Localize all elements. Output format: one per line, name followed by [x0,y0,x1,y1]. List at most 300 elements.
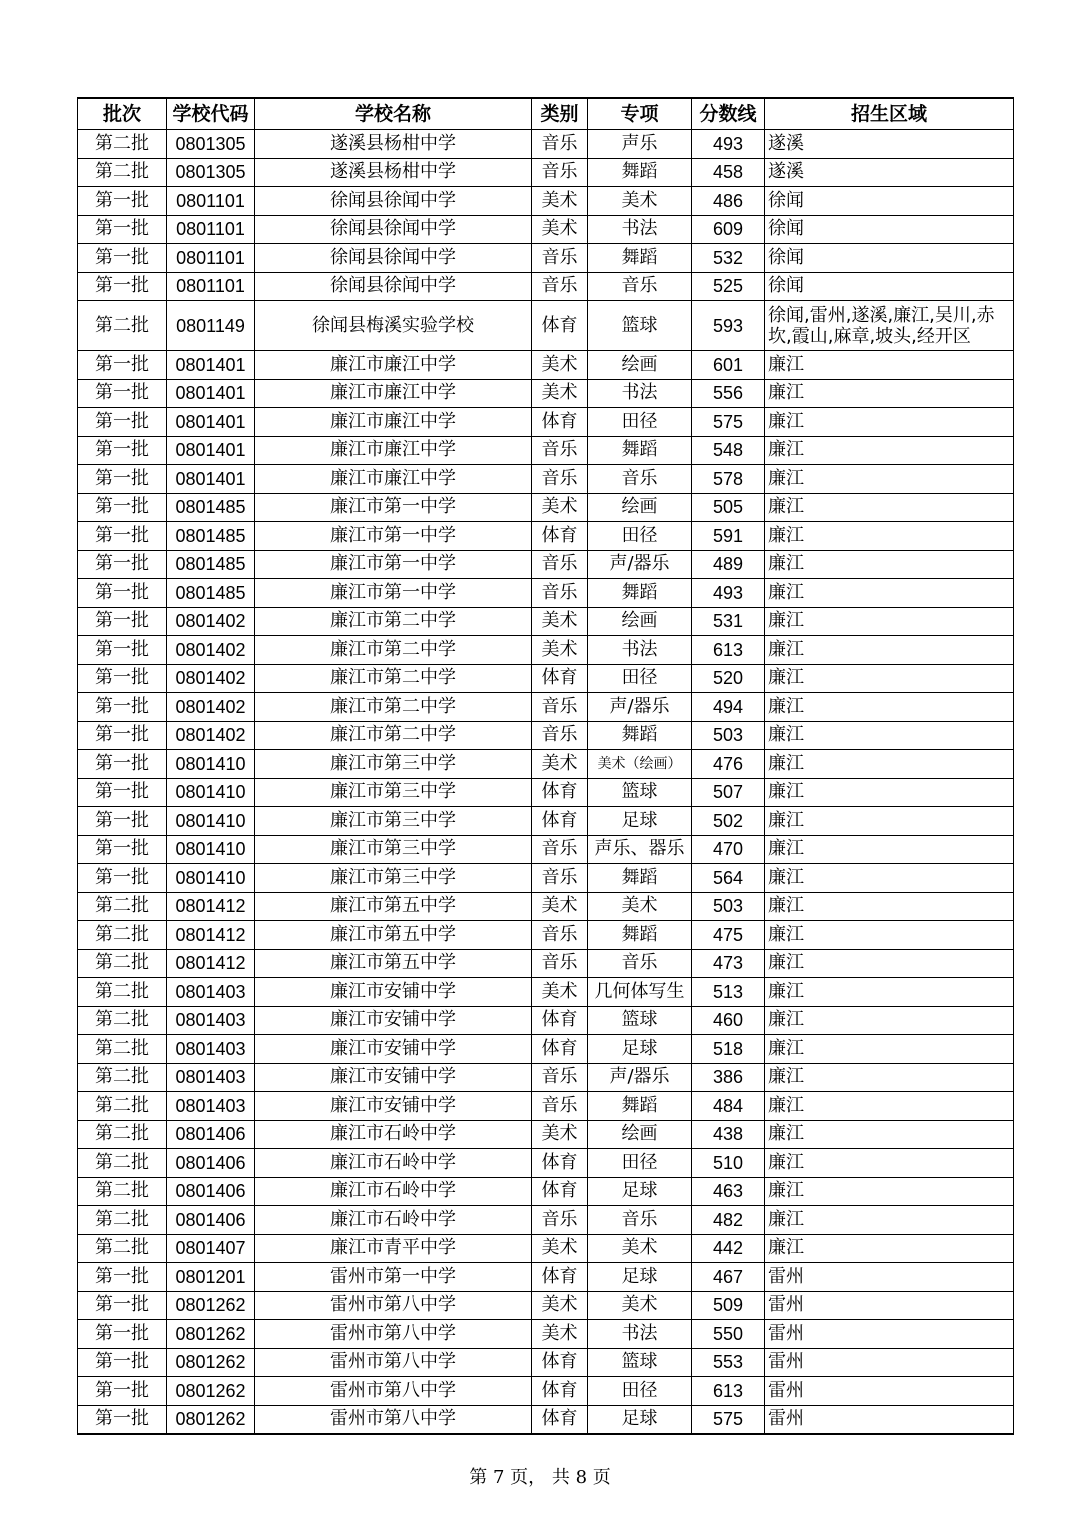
specialty-cell: 绘画 [588,607,692,636]
table-row [78,465,1014,494]
specialty-cell: 田径 [588,522,692,551]
school-name-cell: 廉江市第三中学 [255,835,532,864]
school-code-cell: 0801406 [167,1120,255,1149]
batch-cell: 第一批 [78,636,167,665]
school-name-cell: 雷州市第一中学 [255,1263,532,1292]
table-row [78,1177,1014,1206]
category-cell: 体育 [532,1263,588,1292]
region-cell: 廉江 [765,522,1014,551]
table-row [78,130,1014,159]
batch-cell: 第二批 [78,1035,167,1064]
school-name-cell: 徐闻县徐闻中学 [255,215,532,244]
batch-cell: 第一批 [78,664,167,693]
region-cell: 廉江 [765,721,1014,750]
score-cell: 503 [692,892,765,921]
category-cell: 音乐 [532,864,588,893]
school-name-cell: 徐闻县梅溪实验学校 [255,301,532,351]
batch-cell: 第二批 [78,921,167,950]
batch-cell: 第一批 [78,778,167,807]
school-code-cell: 0801406 [167,1177,255,1206]
region-cell: 廉江 [765,892,1014,921]
region-cell: 雷州 [765,1291,1014,1320]
region-cell: 廉江 [765,864,1014,893]
region-cell: 徐闻 [765,187,1014,216]
school-name-cell: 廉江市第一中学 [255,550,532,579]
category-cell: 音乐 [532,550,588,579]
score-cell: 564 [692,864,765,893]
region-cell: 廉江 [765,750,1014,779]
category-cell: 体育 [532,408,588,437]
specialty-cell: 舞蹈 [588,921,692,950]
school-code-cell: 0801201 [167,1263,255,1292]
region-cell: 廉江 [765,978,1014,1007]
region-cell: 廉江 [765,408,1014,437]
region-cell: 廉江 [765,351,1014,380]
table-row [78,550,1014,579]
school-name-cell: 雷州市第八中学 [255,1291,532,1320]
score-cell: 550 [692,1320,765,1349]
school-name-cell: 廉江市安铺中学 [255,1063,532,1092]
school-name-cell: 廉江市第五中学 [255,892,532,921]
score-cell: 470 [692,835,765,864]
score-cell: 503 [692,721,765,750]
batch-cell: 第二批 [78,978,167,1007]
school-code-cell: 0801402 [167,721,255,750]
school-code-cell: 0801410 [167,835,255,864]
category-cell: 体育 [532,1405,588,1434]
school-code-cell: 0801403 [167,1035,255,1064]
score-cell: 591 [692,522,765,551]
category-cell: 美术 [532,187,588,216]
batch-cell: 第二批 [78,130,167,159]
batch-cell: 第一批 [78,215,167,244]
region-cell: 廉江 [765,550,1014,579]
table-row [78,187,1014,216]
table-row [78,864,1014,893]
category-cell: 体育 [532,1035,588,1064]
batch-cell: 第一批 [78,408,167,437]
school-name-cell: 廉江市第一中学 [255,579,532,608]
region-cell: 廉江 [765,1206,1014,1235]
table-row [78,636,1014,665]
batch-cell: 第一批 [78,493,167,522]
score-cell: 609 [692,215,765,244]
school-code-cell: 0801262 [167,1405,255,1434]
region-cell: 廉江 [765,921,1014,950]
specialty-cell: 书法 [588,379,692,408]
batch-cell: 第一批 [78,607,167,636]
school-code-cell: 0801401 [167,436,255,465]
batch-cell: 第一批 [78,351,167,380]
region-cell: 廉江 [765,807,1014,836]
batch-cell: 第二批 [78,301,167,351]
category-cell: 美术 [532,493,588,522]
specialty-cell: 田径 [588,1149,692,1178]
score-cell: 460 [692,1006,765,1035]
specialty-cell: 美术 [588,1234,692,1263]
score-cell: 505 [692,493,765,522]
region-cell: 廉江 [765,1177,1014,1206]
specialty-cell: 绘画 [588,493,692,522]
category-cell: 音乐 [532,436,588,465]
table-row [78,1263,1014,1292]
school-name-cell: 廉江市安铺中学 [255,978,532,1007]
school-name-cell: 廉江市石岭中学 [255,1177,532,1206]
batch-cell: 第一批 [78,550,167,579]
category-cell: 体育 [532,778,588,807]
table-row [78,978,1014,1007]
table-row [78,158,1014,187]
table-row [78,1063,1014,1092]
specialty-cell: 绘画 [588,1120,692,1149]
category-cell: 美术 [532,607,588,636]
school-name-cell: 徐闻县徐闻中学 [255,244,532,273]
category-cell: 音乐 [532,465,588,494]
school-name-cell: 雷州市第八中学 [255,1320,532,1349]
school-name-cell: 廉江市安铺中学 [255,1092,532,1121]
school-name-cell: 廉江市第三中学 [255,750,532,779]
batch-cell: 第一批 [78,522,167,551]
school-code-cell: 0801403 [167,978,255,1007]
school-code-cell: 0801403 [167,1063,255,1092]
score-cell: 484 [692,1092,765,1121]
region-cell: 廉江 [765,1234,1014,1263]
specialty-cell: 书法 [588,215,692,244]
school-name-cell: 廉江市廉江中学 [255,351,532,380]
table-row [78,1120,1014,1149]
school-code-cell: 0801410 [167,750,255,779]
batch-cell: 第一批 [78,272,167,301]
score-cell: 518 [692,1035,765,1064]
region-cell: 徐闻,雷州,遂溪,廉江,吴川,赤坎,霞山,麻章,坡头,经开区 [765,301,1014,351]
specialty-cell: 书法 [588,1320,692,1349]
batch-cell: 第一批 [78,807,167,836]
school-name-cell: 廉江市青平中学 [255,1234,532,1263]
table-row [78,244,1014,273]
score-cell: 476 [692,750,765,779]
specialty-cell: 声乐 [588,130,692,159]
category-cell: 美术 [532,892,588,921]
table-row [78,1320,1014,1349]
region-cell: 雷州 [765,1405,1014,1434]
school-code-cell: 0801149 [167,301,255,351]
specialty-cell: 音乐 [588,465,692,494]
school-code-cell: 0801402 [167,607,255,636]
school-code-cell: 0801401 [167,408,255,437]
table-row [78,949,1014,978]
batch-cell: 第二批 [78,949,167,978]
school-code-cell: 0801410 [167,807,255,836]
header-school-name: 学校名称 [255,98,532,130]
header-score-line: 分数线 [692,98,765,130]
table-row [78,1092,1014,1121]
region-cell: 廉江 [765,636,1014,665]
score-cell: 575 [692,1405,765,1434]
school-code-cell: 0801410 [167,864,255,893]
school-code-cell: 0801101 [167,272,255,301]
score-cell: 532 [692,244,765,273]
table-row [78,1405,1014,1434]
school-code-cell: 0801412 [167,921,255,950]
region-cell: 廉江 [765,379,1014,408]
specialty-cell: 声乐、器乐 [588,835,692,864]
category-cell: 美术 [532,379,588,408]
school-name-cell: 廉江市第二中学 [255,607,532,636]
batch-cell: 第一批 [78,379,167,408]
batch-cell: 第一批 [78,721,167,750]
score-cell: 438 [692,1120,765,1149]
category-cell: 体育 [532,1149,588,1178]
specialty-cell: 音乐 [588,949,692,978]
table-row [78,272,1014,301]
batch-cell: 第二批 [78,1234,167,1263]
school-name-cell: 雷州市第八中学 [255,1405,532,1434]
header-specialty: 专项 [588,98,692,130]
category-cell: 美术 [532,750,588,779]
batch-cell: 第一批 [78,436,167,465]
school-name-cell: 遂溪县杨柑中学 [255,130,532,159]
category-cell: 体育 [532,664,588,693]
region-cell: 廉江 [765,835,1014,864]
table-row [78,921,1014,950]
batch-cell: 第一批 [78,465,167,494]
batch-cell: 第二批 [78,1063,167,1092]
page-footer: 第 7 页， 共 8 页 [469,1467,611,1488]
table-row [78,436,1014,465]
category-cell: 音乐 [532,1092,588,1121]
school-code-cell: 0801262 [167,1348,255,1377]
category-cell: 音乐 [532,1063,588,1092]
region-cell: 廉江 [765,949,1014,978]
header-batch: 批次 [78,98,167,130]
region-cell: 廉江 [765,1149,1014,1178]
header-enrollment-region: 招生区域 [765,98,1014,130]
header-school-code: 学校代码 [167,98,255,130]
table-row [78,778,1014,807]
specialty-cell: 几何体写生 [588,978,692,1007]
score-cell: 513 [692,978,765,1007]
batch-cell: 第一批 [78,1320,167,1349]
school-code-cell: 0801101 [167,244,255,273]
region-cell: 徐闻 [765,272,1014,301]
school-name-cell: 廉江市第二中学 [255,664,532,693]
school-name-cell: 廉江市安铺中学 [255,1035,532,1064]
school-code-cell: 0801485 [167,522,255,551]
table-row [78,721,1014,750]
region-cell: 廉江 [765,1035,1014,1064]
school-code-cell: 0801406 [167,1206,255,1235]
school-name-cell: 廉江市第二中学 [255,636,532,665]
batch-cell: 第一批 [78,1263,167,1292]
table-row [78,892,1014,921]
score-cell: 613 [692,1377,765,1406]
specialty-cell: 田径 [588,1377,692,1406]
region-cell: 廉江 [765,465,1014,494]
school-code-cell: 0801101 [167,187,255,216]
school-code-cell: 0801262 [167,1377,255,1406]
specialty-cell: 美术（绘画） [588,750,692,779]
batch-cell: 第一批 [78,244,167,273]
school-name-cell: 遂溪县杨柑中学 [255,158,532,187]
region-cell: 廉江 [765,1092,1014,1121]
batch-cell: 第一批 [78,1377,167,1406]
specialty-cell: 舞蹈 [588,436,692,465]
school-code-cell: 0801401 [167,351,255,380]
batch-cell: 第二批 [78,1206,167,1235]
region-cell: 雷州 [765,1320,1014,1349]
school-code-cell: 0801407 [167,1234,255,1263]
school-name-cell: 徐闻县徐闻中学 [255,272,532,301]
score-cell: 520 [692,664,765,693]
category-cell: 美术 [532,1120,588,1149]
school-code-cell: 0801485 [167,579,255,608]
region-cell: 廉江 [765,778,1014,807]
category-cell: 体育 [532,1177,588,1206]
score-cell: 575 [692,408,765,437]
specialty-cell: 舞蹈 [588,1092,692,1121]
school-code-cell: 0801485 [167,493,255,522]
score-cell: 510 [692,1149,765,1178]
score-cell: 463 [692,1177,765,1206]
category-cell: 体育 [532,301,588,351]
school-code-cell: 0801305 [167,158,255,187]
school-name-cell: 廉江市第五中学 [255,949,532,978]
specialty-cell: 舞蹈 [588,158,692,187]
school-code-cell: 0801403 [167,1092,255,1121]
category-cell: 音乐 [532,272,588,301]
school-name-cell: 廉江市第五中学 [255,921,532,950]
specialty-cell: 声/器乐 [588,693,692,722]
category-cell: 音乐 [532,579,588,608]
specialty-cell: 足球 [588,1405,692,1434]
score-cell: 548 [692,436,765,465]
table-row [78,1234,1014,1263]
region-cell: 遂溪 [765,158,1014,187]
score-cell: 556 [692,379,765,408]
score-cell: 553 [692,1348,765,1377]
score-cell: 509 [692,1291,765,1320]
specialty-cell: 足球 [588,1177,692,1206]
school-name-cell: 廉江市石岭中学 [255,1120,532,1149]
region-cell: 遂溪 [765,130,1014,159]
batch-cell: 第一批 [78,1291,167,1320]
school-code-cell: 0801402 [167,664,255,693]
specialty-cell: 美术 [588,187,692,216]
category-cell: 美术 [532,978,588,1007]
table-row [78,1149,1014,1178]
school-name-cell: 廉江市第三中学 [255,807,532,836]
school-code-cell: 0801262 [167,1320,255,1349]
region-cell: 廉江 [765,607,1014,636]
school-name-cell: 廉江市石岭中学 [255,1206,532,1235]
category-cell: 美术 [532,1234,588,1263]
specialty-cell: 美术 [588,1291,692,1320]
region-cell: 廉江 [765,664,1014,693]
school-name-cell: 廉江市第二中学 [255,693,532,722]
batch-cell: 第一批 [78,187,167,216]
score-cell: 489 [692,550,765,579]
region-cell: 廉江 [765,693,1014,722]
batch-cell: 第二批 [78,1177,167,1206]
batch-cell: 第一批 [78,693,167,722]
batch-cell: 第一批 [78,750,167,779]
admission-score-table [77,97,1014,1435]
category-cell: 美术 [532,351,588,380]
table-row [78,408,1014,437]
batch-cell: 第二批 [78,1006,167,1035]
school-code-cell: 0801410 [167,778,255,807]
region-cell: 廉江 [765,1063,1014,1092]
specialty-cell: 篮球 [588,1006,692,1035]
school-name-cell: 廉江市第一中学 [255,493,532,522]
category-cell: 体育 [532,522,588,551]
score-cell: 458 [692,158,765,187]
table-row [78,807,1014,836]
table-row [78,379,1014,408]
region-cell: 廉江 [765,493,1014,522]
category-cell: 音乐 [532,721,588,750]
specialty-cell: 田径 [588,408,692,437]
score-cell: 578 [692,465,765,494]
specialty-cell: 舞蹈 [588,244,692,273]
category-cell: 美术 [532,636,588,665]
batch-cell: 第二批 [78,1120,167,1149]
category-cell: 音乐 [532,835,588,864]
table-row [78,493,1014,522]
specialty-cell: 音乐 [588,272,692,301]
category-cell: 体育 [532,1348,588,1377]
school-code-cell: 0801401 [167,465,255,494]
table-row [78,664,1014,693]
table-row [78,1206,1014,1235]
score-cell: 613 [692,636,765,665]
school-name-cell: 廉江市第三中学 [255,864,532,893]
school-name-cell: 廉江市廉江中学 [255,465,532,494]
category-cell: 音乐 [532,1206,588,1235]
school-code-cell: 0801262 [167,1291,255,1320]
batch-cell: 第二批 [78,158,167,187]
school-name-cell: 廉江市安铺中学 [255,1006,532,1035]
specialty-cell: 音乐 [588,1206,692,1235]
school-name-cell: 雷州市第八中学 [255,1377,532,1406]
table-row [78,750,1014,779]
region-cell: 廉江 [765,1120,1014,1149]
region-cell: 徐闻 [765,215,1014,244]
specialty-cell: 篮球 [588,1348,692,1377]
score-cell: 442 [692,1234,765,1263]
school-code-cell: 0801402 [167,636,255,665]
specialty-cell: 美术 [588,892,692,921]
school-name-cell: 雷州市第八中学 [255,1348,532,1377]
score-cell: 593 [692,301,765,351]
score-cell: 502 [692,807,765,836]
specialty-cell: 舞蹈 [588,864,692,893]
region-cell: 廉江 [765,579,1014,608]
table-row [78,1377,1014,1406]
category-cell: 美术 [532,215,588,244]
specialty-cell: 声/器乐 [588,1063,692,1092]
category-cell: 音乐 [532,130,588,159]
table-row [78,693,1014,722]
school-name-cell: 廉江市廉江中学 [255,436,532,465]
specialty-cell: 篮球 [588,778,692,807]
score-cell: 467 [692,1263,765,1292]
batch-cell: 第二批 [78,1149,167,1178]
school-code-cell: 0801412 [167,892,255,921]
score-cell: 475 [692,921,765,950]
category-cell: 音乐 [532,158,588,187]
school-name-cell: 徐闻县徐闻中学 [255,187,532,216]
